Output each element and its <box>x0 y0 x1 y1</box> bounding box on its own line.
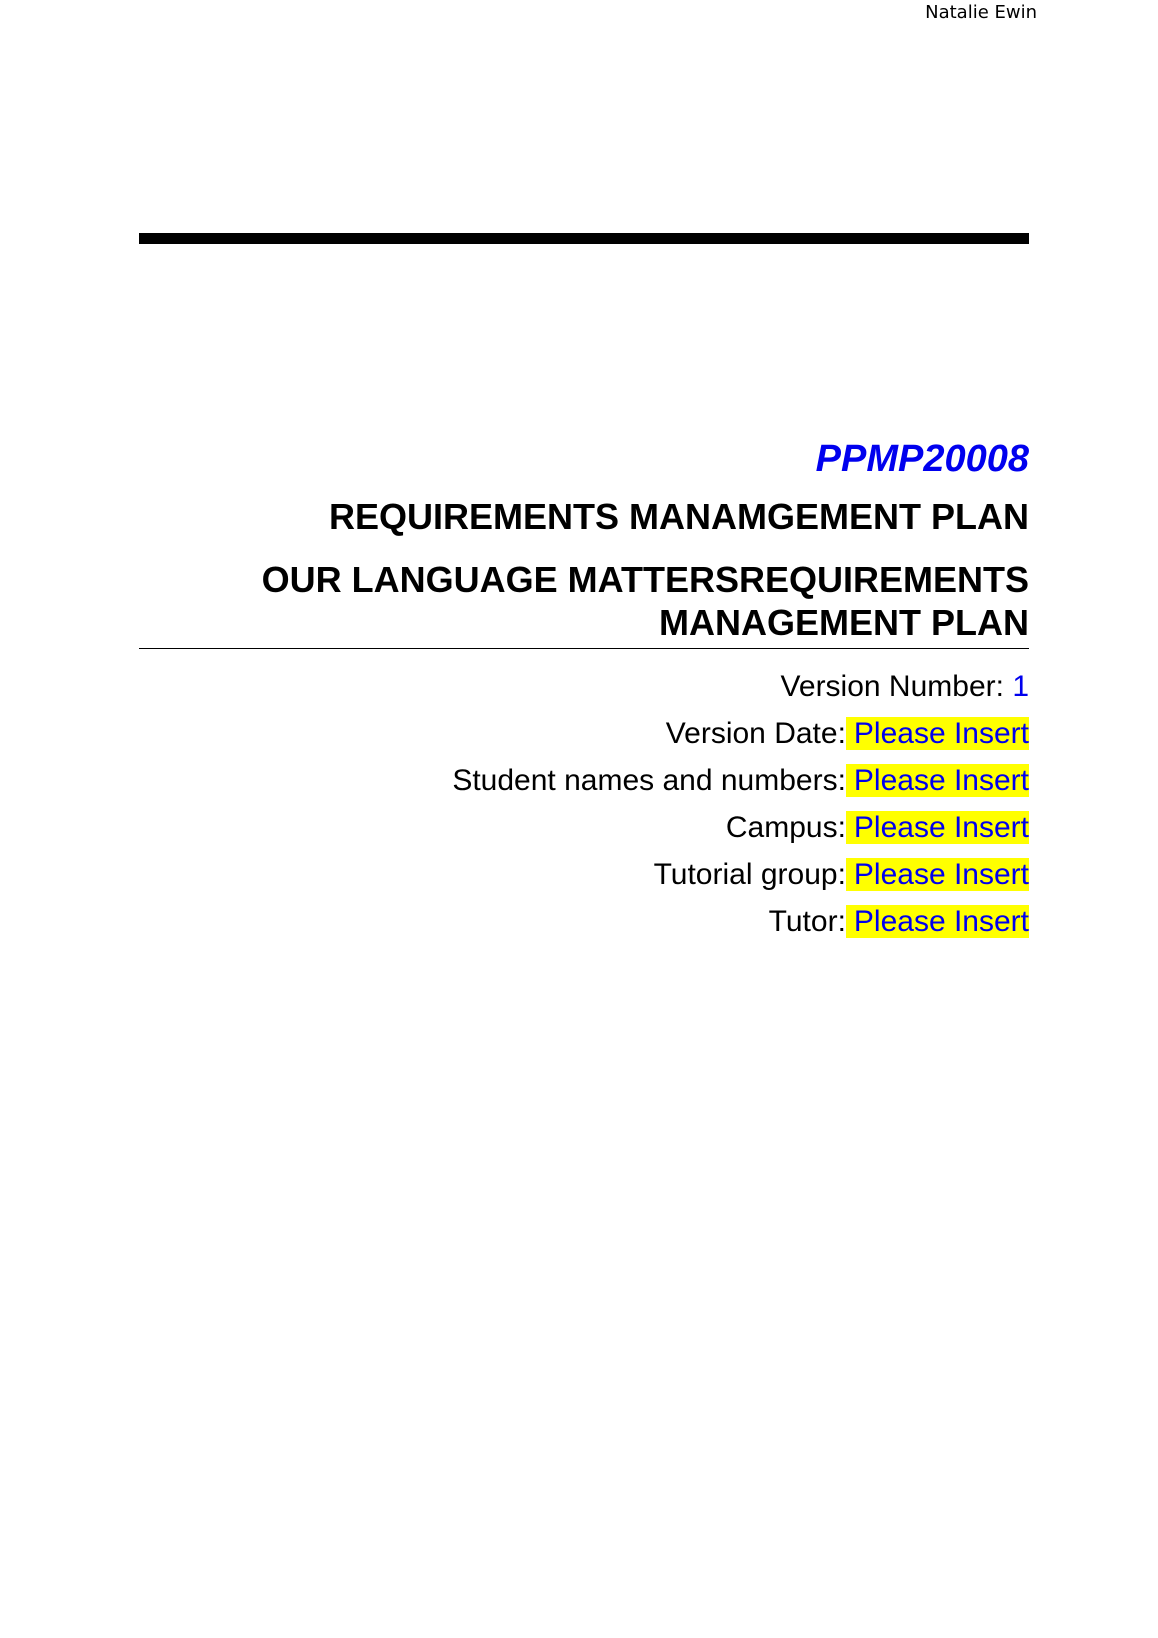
version-number-row <box>139 669 1029 705</box>
project-title-line2: MANAGEMENT PLAN <box>659 602 1029 643</box>
version-date-value: Please Insert <box>846 717 1029 750</box>
campus-label: Campus: <box>725 811 846 844</box>
version-number-value: 1 <box>1012 670 1029 703</box>
version-date-row <box>139 716 1029 752</box>
version-date-label: Version Date: <box>665 717 846 750</box>
project-title-line1: OUR LANGUAGE MATTERSREQUIREMENTS <box>261 559 1029 600</box>
header-author-name: Natalie Ewin <box>925 2 1037 23</box>
tutor-value: Please Insert <box>846 905 1029 938</box>
student-names-row <box>139 763 1029 799</box>
student-names-label: Student names and numbers: <box>452 764 846 797</box>
tutor-row <box>139 904 1029 940</box>
course-code: PPMP20008 <box>815 438 1029 480</box>
tutorial-group-row <box>139 857 1029 893</box>
tutor-label: Tutor: <box>768 905 846 938</box>
version-number-label: Version Number: <box>780 670 1004 703</box>
cover-title-block <box>139 435 1029 951</box>
document-details <box>139 669 1029 940</box>
tutorial-group-label: Tutorial group: <box>653 858 846 891</box>
document-title: REQUIREMENTS MANAMGEMENT PLAN <box>329 496 1029 537</box>
tutorial-group-value: Please Insert <box>846 858 1029 891</box>
campus-row <box>139 810 1029 846</box>
top-divider-bar <box>139 233 1029 244</box>
student-names-value: Please Insert <box>846 764 1029 797</box>
campus-value: Please Insert <box>846 811 1029 844</box>
project-title <box>139 558 1029 649</box>
